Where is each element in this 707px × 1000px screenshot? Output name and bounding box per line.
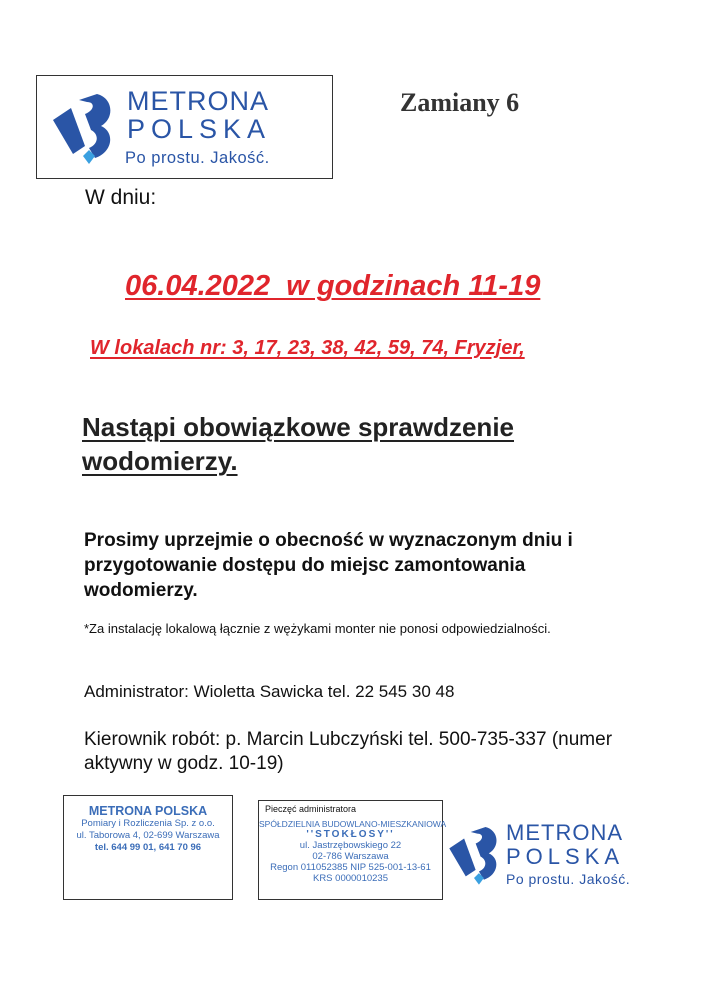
headline: Nastąpi obowiązkowe sprawdzenie wodomierzy. (82, 412, 514, 476)
stamp-cooperative-name-2: ''STOKŁOSY'' (306, 829, 395, 840)
logo-slogan: Po prostu. Jakość. (125, 149, 270, 167)
manager-contact: Kierownik robót: p. Marcin Lubczyński tel. 500-735-337 (numer aktywny w godz. 10-19) (84, 729, 613, 774)
stamp-street: ul. Jastrzębowskiego 22 (299, 840, 402, 851)
stamp-city: 02-786 Warszawa (312, 851, 389, 862)
stamp-regon: Regon 011052385 NIP 525-001-13-61 (270, 862, 431, 873)
stamp-line: ul. Taborowa 4, 02-699 Warszawa (76, 830, 220, 841)
logo-brand-line1: METRONA (127, 86, 269, 116)
request-paragraph: Prosimy uprzejmie o obecność w wyznaczonym dniu i przygotowanie dostępu do miejsc zamontowania wodomierzy. (84, 530, 573, 601)
stamp-line: tel. 644 99 01, 641 70 96 (94, 842, 202, 853)
stamp-line: Pomiary i Rozliczenia Sp. z o.o. (81, 818, 215, 829)
logo-bottom (446, 820, 661, 890)
administrator-stamp (258, 800, 447, 900)
date-time-line: 06.04.2022 w godzinach 11-19 (125, 270, 541, 302)
stamp-cooperative-name: SPÓŁDZIELNIA BUDOWLANO-MIESZKANIOWA (259, 819, 447, 829)
logo-slogan: Po prostu. Jakość. (506, 871, 631, 887)
footnote: *Za instalację lokalową łącznie z wężykami monter nie ponosi odpowiedzialności. (84, 621, 551, 636)
administrator-contact: Administrator: Wioletta Sawicka tel. 22 545 30 48 (84, 682, 455, 701)
document-title: Zamiany 6 (400, 88, 520, 117)
stamp-krs: KRS 0000010235 (312, 873, 388, 884)
stamp-label: Pieczęć administratora (265, 804, 357, 814)
day-label: W dniu: (85, 186, 157, 209)
logo-brand-line2: POLSKA (127, 114, 272, 144)
metrona-logo-icon (446, 822, 502, 888)
metrona-stamp (63, 795, 233, 900)
metrona-logo-icon (49, 88, 117, 168)
logo-brand-line2: POLSKA (506, 844, 625, 869)
logo-box (36, 75, 333, 179)
stamp-title: METRONA POLSKA (88, 804, 208, 818)
units-line: W lokalach nr: 3, 17, 23, 38, 42, 59, 74, Fryzjer, (90, 337, 525, 359)
logo-brand-line1: METRONA (506, 820, 623, 845)
